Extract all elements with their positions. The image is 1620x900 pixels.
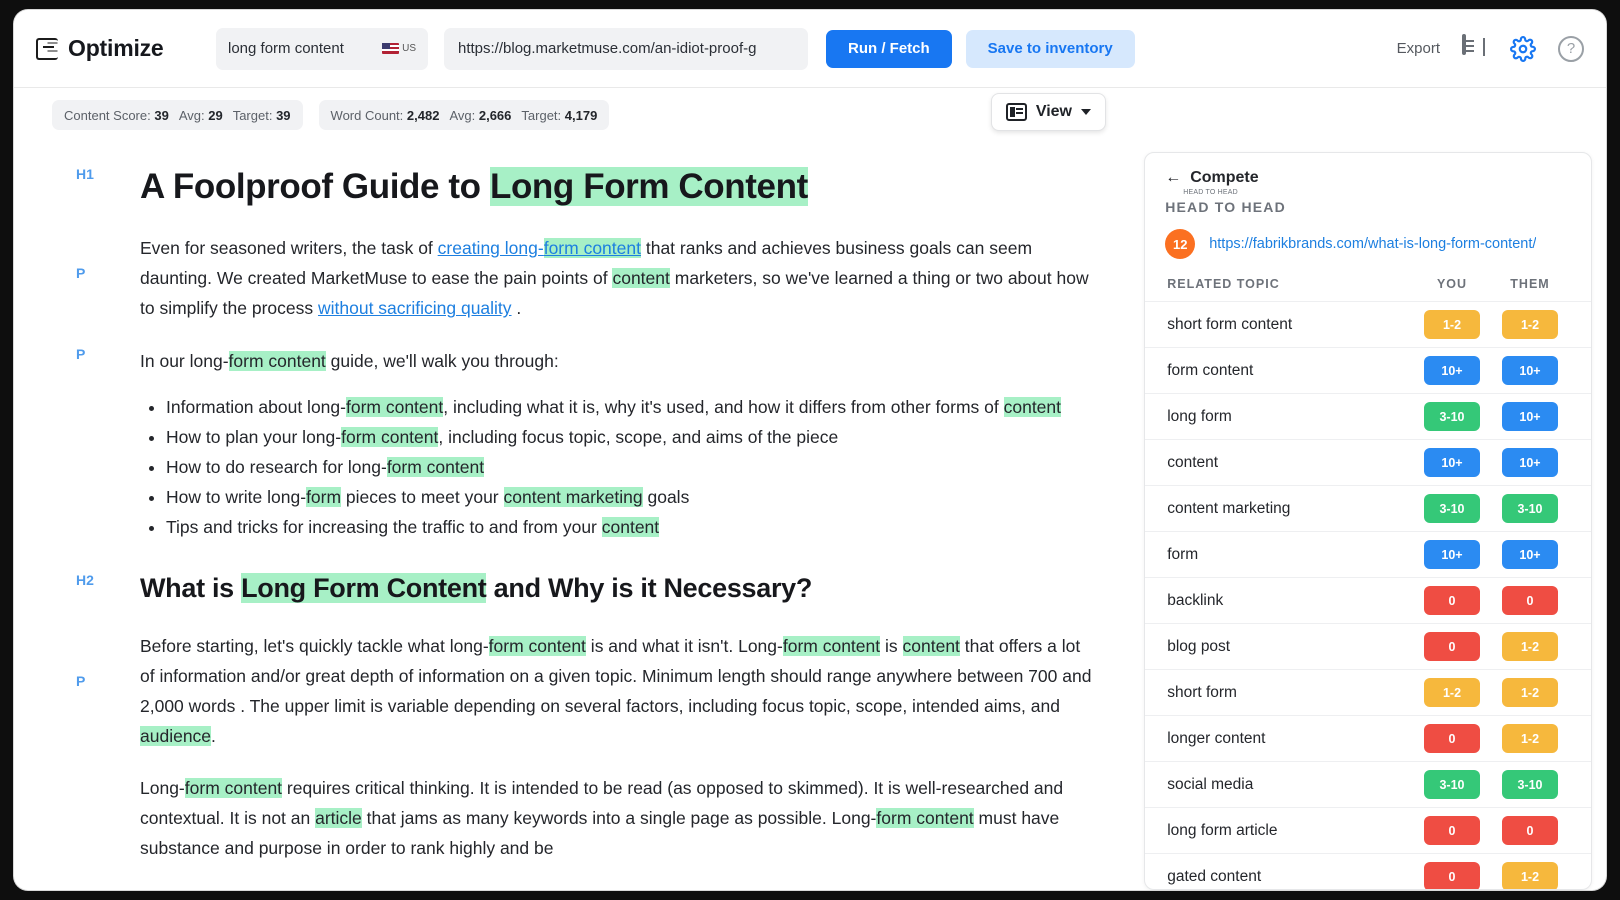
gear-icon[interactable] [1510, 36, 1536, 62]
them-cell [1491, 770, 1569, 799]
competitor-url-link[interactable]: https://fabrikbrands.com/what-is-long-form-content/ [1209, 236, 1537, 252]
column-related-topic: RELATED TOPIC [1167, 277, 1280, 291]
highlighted-term: form content [488, 635, 586, 656]
text-run: that jams as many keywords into a single page as possible. Long- [361, 808, 877, 828]
topic-name: long form article [1167, 821, 1278, 839]
help-circle-icon[interactable]: ? [1558, 36, 1584, 62]
highlighted-term: form content [386, 456, 485, 477]
text-run: must have substance and purpose in order to rank highly and be [140, 808, 1060, 859]
you-rank-chip: 1-2 [1424, 678, 1480, 707]
you-cell [1413, 724, 1491, 753]
text-run: Information about long- [166, 396, 346, 417]
content-area [14, 142, 1606, 890]
them-rank-chip: 1-2 [1502, 678, 1558, 707]
doc-block-p1 [60, 233, 1098, 323]
url-value: https://blog.marketmuse.com/an-idiot-proof-g [458, 40, 757, 57]
word-count-label: Word Count: [330, 107, 404, 123]
topic-name: content [1167, 453, 1219, 471]
topic-table [1145, 301, 1591, 890]
highlighted-term: content [612, 268, 670, 289]
block-tag-h1: H1 [76, 166, 94, 182]
text-run: . [211, 725, 216, 746]
highlighted-term: content [601, 517, 660, 538]
topic-name: blog post [1167, 637, 1231, 655]
them-rank-chip: 0 [1502, 816, 1558, 845]
you-cell [1413, 862, 1491, 890]
them-cell [1491, 586, 1569, 615]
arrow-left-icon: ← [1165, 169, 1182, 186]
topic-name: longer content [1167, 729, 1266, 747]
highlighted-term: form content [782, 635, 881, 656]
inline-link[interactable]: form content [543, 238, 641, 259]
top-toolbar [14, 10, 1606, 88]
text-run: In our long- [140, 350, 229, 371]
topic-name: gated content [1167, 867, 1262, 885]
them-cell [1491, 448, 1569, 477]
chevron-down-icon [1081, 109, 1091, 115]
compete-panel [1144, 152, 1592, 890]
app-window [14, 10, 1606, 890]
them-rank-chip: 10+ [1502, 540, 1558, 569]
you-rank-chip: 1-2 [1424, 310, 1480, 339]
you-cell [1413, 586, 1491, 615]
content-score-target-value: 39 [276, 107, 291, 123]
text-run: is and what it isn't. Long- [585, 635, 783, 656]
table-row[interactable] [1145, 485, 1591, 531]
highlighted-term: form content [228, 350, 326, 371]
column-you: YOU [1436, 277, 1468, 291]
page-title-highlight: Long Form Content [489, 167, 808, 206]
you-rank-chip: 0 [1424, 816, 1480, 845]
locale-selector[interactable] [382, 43, 416, 54]
competitor-row[interactable] [1145, 217, 1591, 273]
keyword-input[interactable] [216, 28, 428, 70]
doc-block-h1 [60, 166, 1098, 207]
toolbar-right-group [1397, 36, 1584, 62]
them-cell [1491, 862, 1569, 890]
optimize-panel-icon [36, 38, 58, 60]
you-cell [1413, 632, 1491, 661]
page-title [140, 166, 1098, 207]
text-run: How to plan your long- [166, 426, 342, 447]
block-tag-p1: P [76, 265, 86, 282]
you-cell [1413, 402, 1491, 431]
them-cell [1491, 402, 1569, 431]
topic-name: social media [1167, 775, 1254, 793]
table-row[interactable] [1145, 715, 1591, 761]
layout-icon [1006, 103, 1027, 121]
table-row[interactable] [1145, 393, 1591, 439]
word-count-value: 2,482 [406, 107, 440, 123]
doc-block-p4 [60, 773, 1098, 863]
them-cell [1491, 494, 1569, 523]
text-run: and Why is it Necessary? [486, 573, 813, 604]
them-cell [1491, 724, 1569, 753]
table-row[interactable] [1145, 347, 1591, 393]
them-rank-chip: 1-2 [1502, 310, 1558, 339]
list-item [166, 392, 1098, 422]
text-run: requires critical thinking. It is intended to be read (as opposed to skimmed). It is well-researched and contextual. It is not an [140, 777, 1064, 828]
content-score-metric [52, 100, 303, 130]
topic-name: form [1167, 545, 1199, 563]
doc-block-h2 [60, 572, 1098, 604]
them-rank-chip: 3-10 [1502, 494, 1558, 523]
you-cell [1413, 356, 1491, 385]
content-score-label: Content Score: [64, 107, 151, 123]
them-rank-chip: 10+ [1502, 356, 1558, 385]
content-score-avg-label: Avg: [178, 107, 205, 123]
topic-name: long form [1167, 407, 1232, 425]
paragraph-1 [140, 233, 1098, 323]
table-row[interactable] [1145, 761, 1591, 807]
you-cell [1413, 816, 1491, 845]
doc-block-list [60, 392, 1098, 542]
text-run: Tips and tricks for increasing the traffic to and from your [166, 517, 602, 538]
text-run: What is [140, 573, 242, 604]
keyword-value: long form content [228, 40, 344, 57]
highlighted-term: audience [140, 725, 212, 746]
table-header [1145, 273, 1591, 301]
you-rank-chip: 3-10 [1424, 770, 1480, 799]
competitor-rank-badge: 12 [1165, 229, 1195, 259]
you-rank-chip: 0 [1424, 862, 1480, 890]
text-run: , including what it is, why it's used, and how it differs from other forms of [443, 396, 1004, 417]
highlighted-term: content marketing [503, 486, 643, 507]
column-them: THEM [1510, 277, 1550, 291]
you-cell [1413, 678, 1491, 707]
them-cell [1491, 816, 1569, 845]
compete-label: Compete [1190, 169, 1259, 186]
text-run: marketers, so we've learned a thing or two about how to simplify the process [140, 268, 1089, 319]
table-row[interactable] [1145, 623, 1591, 669]
text-run: Long- [140, 777, 185, 798]
text-run: How to do research for long- [166, 456, 387, 477]
topic-name: content marketing [1167, 499, 1291, 517]
view-button-label: View [1035, 103, 1072, 120]
text-run: that offers a lot of information and/or great depth of information on a given topic. Minimum length should range anywhere between 700 and 2,000 words . The upper limit is variable depending on several factors, including focus topic, scope, intended aims, and [140, 635, 1092, 716]
list-item [166, 512, 1098, 542]
them-rank-chip: 3-10 [1502, 770, 1558, 799]
table-row[interactable] [1145, 301, 1591, 347]
them-cell [1491, 356, 1569, 385]
inline-link[interactable]: without sacrificing quality [317, 298, 512, 319]
topic-name: backlink [1167, 591, 1224, 609]
export-button[interactable]: Export [1396, 40, 1440, 57]
app-logo [36, 35, 216, 62]
highlighted-term: content [1003, 396, 1062, 417]
text-run: Before starting, let's quickly tackle what long- [140, 635, 489, 656]
you-rank-chip: 10+ [1424, 448, 1480, 477]
us-flag-icon [382, 43, 399, 54]
metrics-bar [14, 88, 1606, 142]
them-rank-chip: 1-2 [1502, 862, 1558, 890]
them-cell [1491, 632, 1569, 661]
list-item [166, 422, 1098, 452]
you-cell [1413, 310, 1491, 339]
you-rank-chip: 3-10 [1424, 402, 1480, 431]
content-score-target-label: Target: [232, 107, 273, 123]
list-item [166, 452, 1098, 482]
inline-link[interactable]: creating long- [437, 238, 544, 259]
content-score-value: 39 [154, 107, 169, 123]
text-run: goals [642, 486, 690, 507]
highlighted-term: Long Form Content [241, 573, 487, 604]
text-run: pieces to meet your [341, 486, 504, 507]
highlighted-term: form content [341, 426, 439, 447]
you-cell [1413, 494, 1491, 523]
list-item [166, 482, 1098, 512]
them-rank-chip: 10+ [1502, 448, 1558, 477]
table-row[interactable] [1145, 669, 1591, 715]
block-tag-p2: P [76, 345, 86, 362]
text-run: is [880, 635, 903, 656]
highlighted-term: content [902, 635, 960, 656]
bullet-list [140, 392, 1098, 542]
topic-name: short form content [1167, 315, 1293, 333]
run-fetch-button[interactable]: Run / Fetch [826, 30, 952, 68]
topic-name: short form [1167, 683, 1237, 701]
you-rank-chip: 10+ [1424, 540, 1480, 569]
word-count-target-label: Target: [521, 107, 562, 123]
topic-name: form content [1167, 361, 1254, 379]
them-cell [1491, 540, 1569, 569]
table-row[interactable] [1145, 531, 1591, 577]
table-row[interactable] [1145, 577, 1591, 623]
you-rank-chip: 3-10 [1424, 494, 1480, 523]
them-cell [1491, 678, 1569, 707]
page-title-plain: A Foolproof Guide to [140, 167, 490, 206]
section-heading [140, 572, 1098, 604]
you-rank-chip: 0 [1424, 632, 1480, 661]
them-rank-chip: 0 [1502, 586, 1558, 615]
paragraph-4 [140, 773, 1098, 863]
highlighted-term: form content [876, 808, 974, 828]
table-row[interactable] [1145, 807, 1591, 853]
word-count-target-value: 4,179 [564, 107, 598, 123]
you-rank-chip: 0 [1424, 724, 1480, 753]
text-run: Even for seasoned writers, the task of [140, 238, 438, 259]
highlighted-term: form content [184, 777, 283, 798]
panel-ghost-label: HEAD TO HEAD [1183, 189, 1238, 196]
document-editor[interactable] [14, 142, 1144, 890]
text-run: guide, we'll walk you through: [325, 350, 559, 371]
them-rank-chip: 10+ [1502, 402, 1558, 431]
highlighted-term: form content [345, 396, 444, 417]
head-to-head-title: HEAD TO HEAD [1165, 199, 1286, 215]
text-run: How to write long- [166, 486, 307, 507]
highlighted-term: article [315, 808, 362, 828]
you-rank-chip: 10+ [1424, 356, 1480, 385]
view-button[interactable] [991, 93, 1106, 131]
url-input[interactable] [444, 28, 808, 70]
text-run: , including focus topic, scope, and aims of the piece [438, 426, 839, 447]
word-count-avg-label: Avg: [449, 107, 476, 123]
you-cell [1413, 540, 1491, 569]
you-rank-chip: 0 [1424, 586, 1480, 615]
word-count-avg-value: 2,666 [478, 107, 512, 123]
block-tag-h2: H2 [76, 572, 94, 589]
app-title: Optimize [68, 35, 164, 61]
block-tag-p3: P [76, 672, 86, 689]
text-run: . [511, 298, 522, 319]
you-cell [1413, 770, 1491, 799]
table-row[interactable] [1145, 853, 1591, 890]
text-run: that ranks and achieves business goals can seem daunting. We created MarketMuse to ease the pain points of [140, 238, 1033, 289]
paragraph-3 [140, 631, 1098, 751]
paragraph-2 [140, 346, 1098, 376]
table-row[interactable] [1145, 439, 1591, 485]
you-cell [1413, 448, 1491, 477]
word-count-metric [319, 100, 610, 130]
content-score-avg-value: 29 [208, 107, 223, 123]
them-rank-chip: 1-2 [1502, 632, 1558, 661]
them-rank-chip: 1-2 [1502, 724, 1558, 753]
doc-block-p3 [60, 631, 1098, 751]
save-to-inventory-button[interactable]: Save to inventory [966, 30, 1135, 68]
document-icon[interactable] [1462, 36, 1488, 62]
highlighted-term: form [306, 486, 342, 507]
back-to-compete-button[interactable] [1145, 153, 1591, 193]
them-cell [1491, 310, 1569, 339]
locale-label: US [402, 43, 416, 54]
doc-block-p2 [60, 346, 1098, 376]
